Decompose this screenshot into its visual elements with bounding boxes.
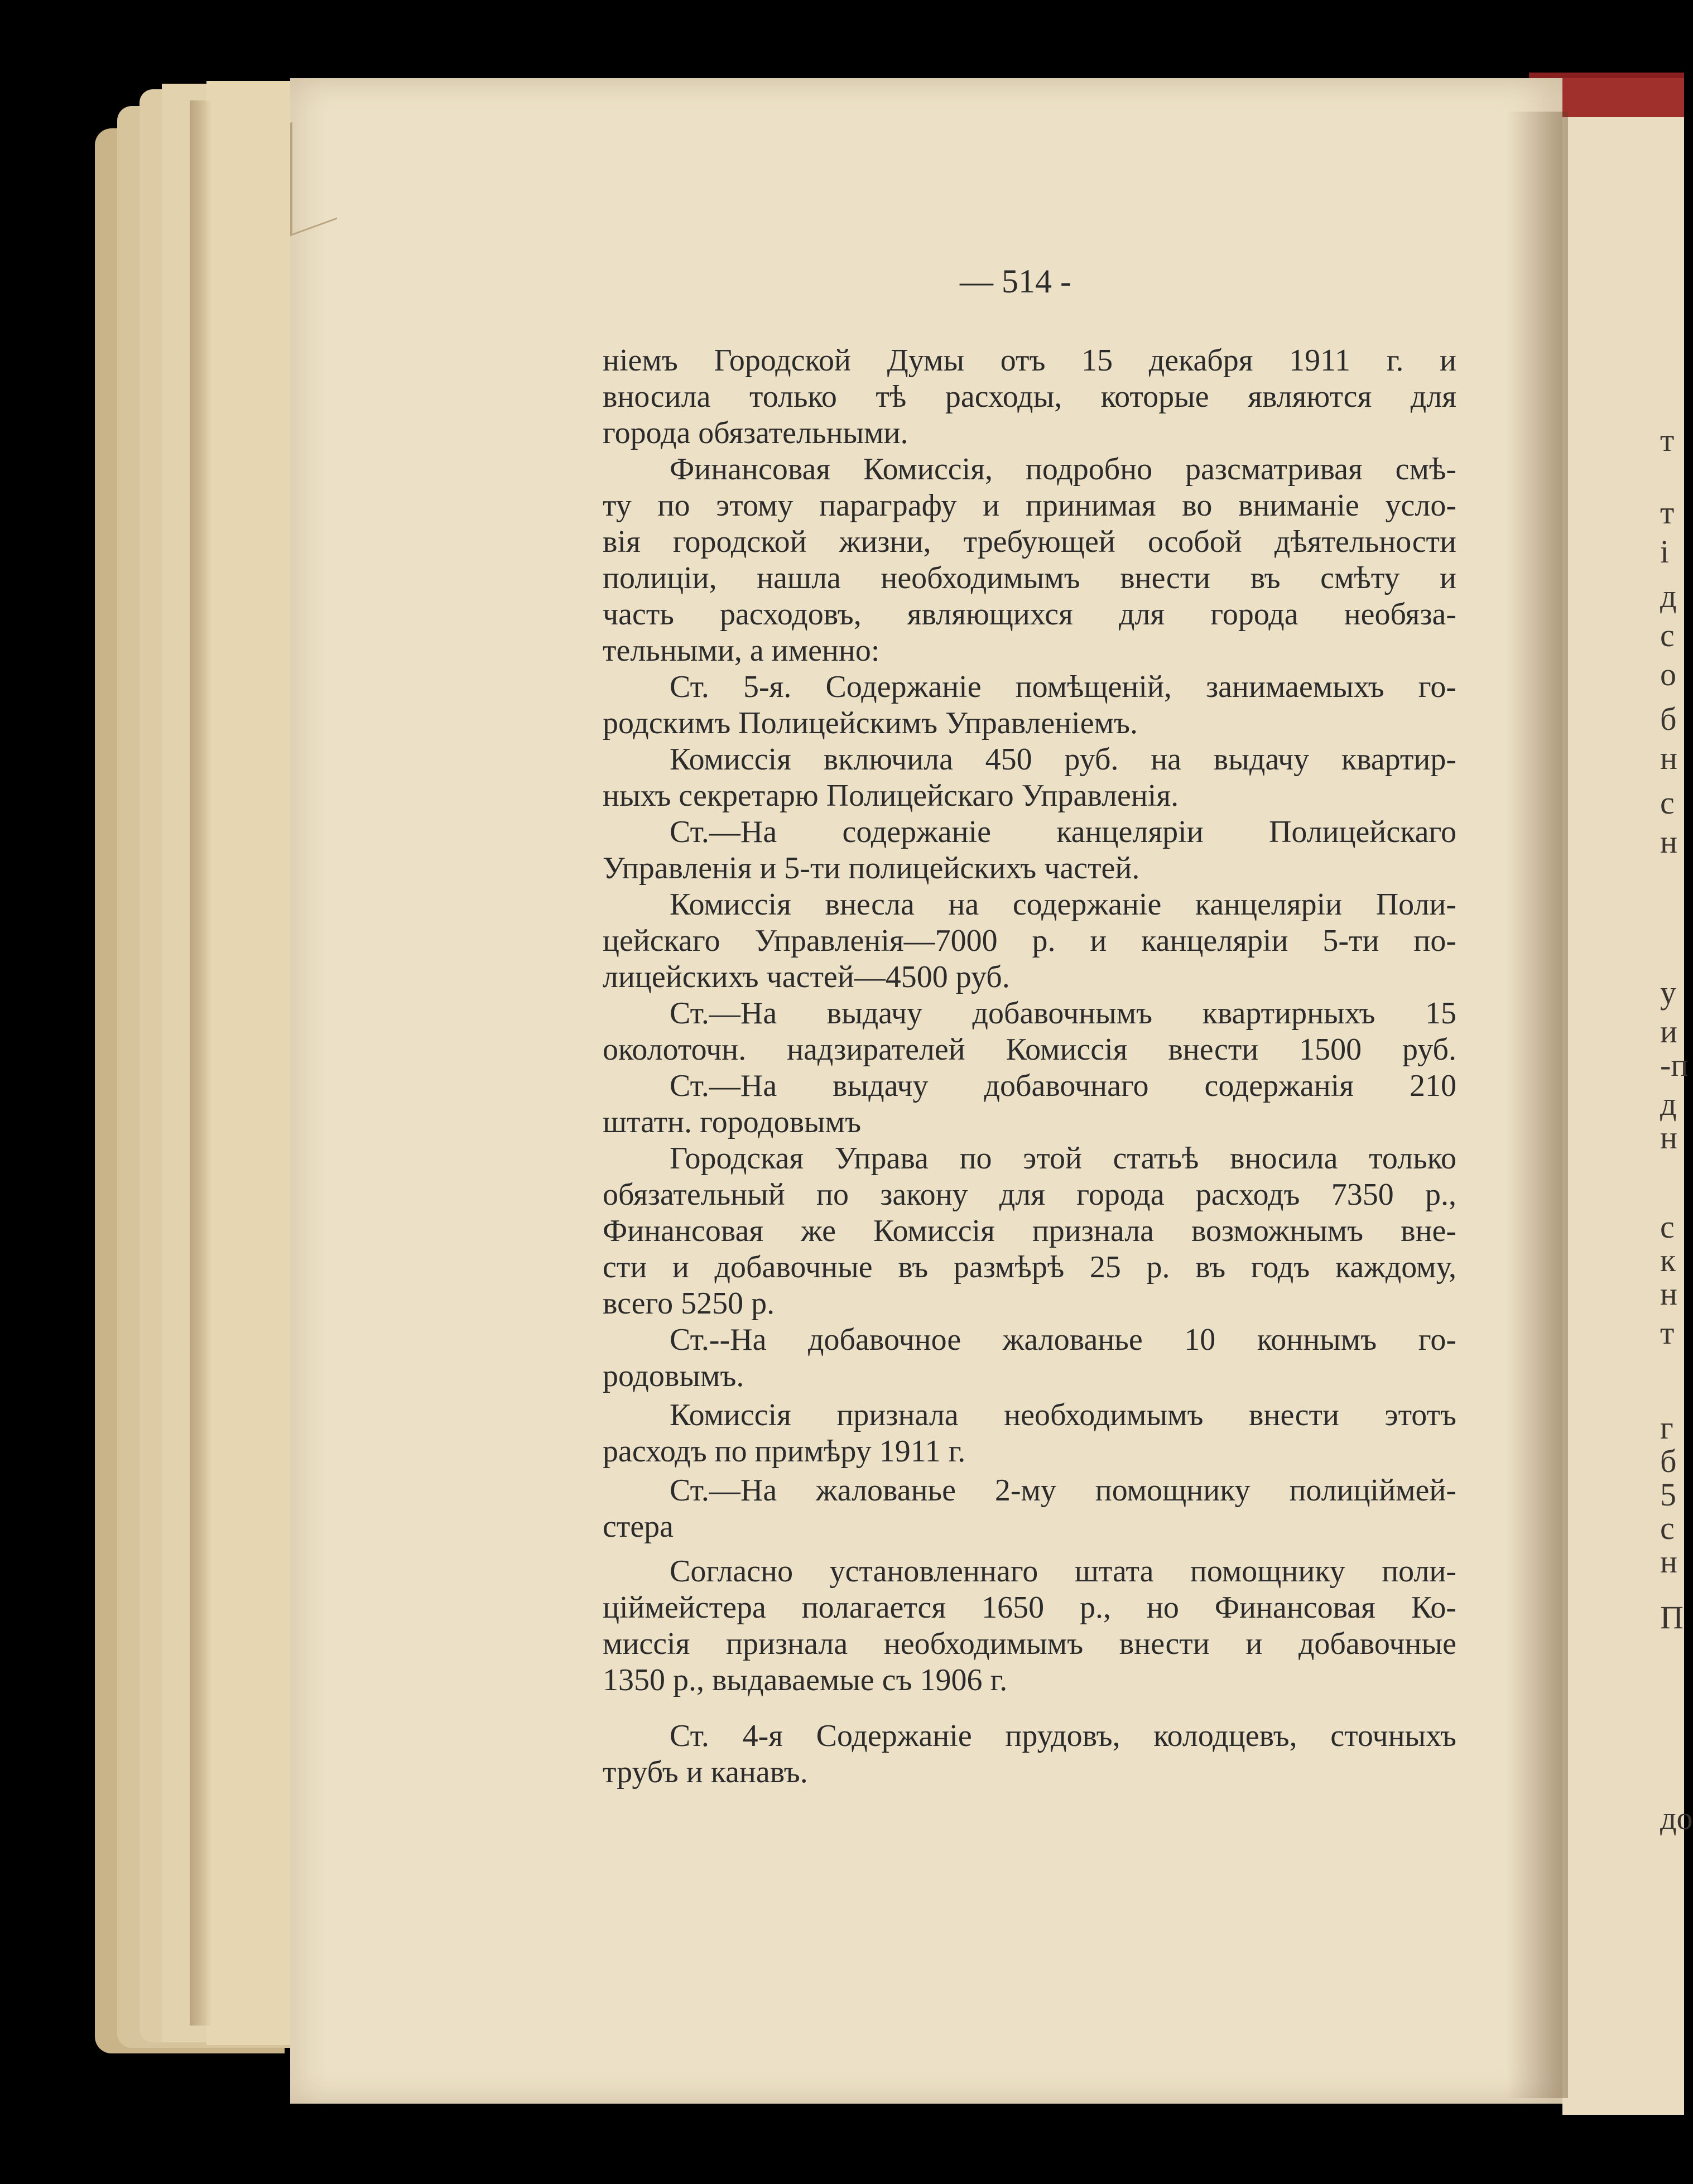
text-line: родскимъ Полицейскимъ Управленіемъ. [603,706,1138,740]
text-line: миссія признала необходимымъ внести и добавочные [603,1627,1456,1661]
text-line: полиціи, нашла необходимымъ внести въ смѣту и [603,561,1456,595]
edge-glyph: г [1660,1410,1673,1446]
text-line: 1350 р., выдаваемые съ 1906 г. [603,1663,1008,1697]
text-line: Финансовая же Комиссія признала возможнымъ вне- [603,1214,1456,1248]
edge-glyph: -п [1660,1047,1689,1083]
edge-glyph: н [1660,824,1678,860]
edge-glyph: к [1660,1242,1676,1278]
text-line: тельными, а именно: [603,633,880,668]
text-line: родовымъ. [603,1359,744,1393]
text-line: ніемъ Городской Думы отъ 15 декабря 1911 г. и [603,343,1456,378]
text-line: Городская Управа по этой статьѣ вносила только [670,1141,1456,1176]
text-line: ціймейстера полагается 1650 р., но Финансовая Ко- [603,1590,1456,1625]
page-gutter-shadow [1507,112,1568,2098]
text-line: обязательный по закону для города расходъ 7350 р., [603,1177,1456,1212]
edge-glyph: т [1660,494,1675,531]
text-line: сти и добавочные въ размѣрѣ 25 р. въ годъ каждому, [603,1250,1456,1285]
edge-glyph: у [1660,974,1676,1011]
text-line: вносила только тѣ расходы, которые являются для [603,379,1456,414]
edge-glyph: н [1660,1276,1678,1312]
text-line: Финансовая Комиссія, подробно разсматривая смѣ- [670,452,1456,487]
text-line: вія городской жизни, требующей особой дѣятельности [603,525,1456,559]
text-line: Ст.—На выдачу добавочнымъ квартирныхъ 15 [670,996,1456,1031]
page-corner-crease [290,106,337,237]
edge-glyph: о [1660,656,1676,692]
text-line: цейскаго Управленія—7000 р. и канцеляріи 5-ти по- [603,923,1456,958]
text-line: штатн. городовымъ [603,1105,862,1139]
text-line: Ст.—На жалованье 2-му помощнику полиціймей- [670,1473,1456,1508]
text-line: Комиссія внесла на содержаніе канцеляріи Поли- [670,887,1456,922]
edge-glyph: с [1660,1209,1675,1245]
text-line: трубъ и канавъ. [603,1755,808,1789]
text-line: города обязательными. [603,416,908,450]
text-line: Комиссія включила 450 руб. на выдачу квартир- [670,742,1456,777]
text-line: ныхъ секретарю Полицейскаго Управленія. [603,778,1179,813]
page-number: — 514 - [960,263,1071,300]
text-line: ту по этому параграфу и принимая во вниманіе усло- [603,488,1456,523]
edge-glyph: н [1660,1119,1678,1156]
text-line: Согласно установленнаго штата помощнику поли- [670,1554,1456,1589]
text-line: Ст. 5-я. Содержаніе помѣщеній, занимаемыхъ го- [670,670,1456,704]
edge-glyph: П [1660,1599,1684,1635]
text-line: всего 5250 р. [603,1286,775,1321]
book-page [290,78,1562,2104]
text-line: часть расходовъ, являющихся для города необяза- [603,597,1456,632]
text-line: Ст.—На содержаніе канцеляріи Полицейскаго [670,815,1456,849]
text-line: Управленія и 5-ти полицейскихъ частей. [603,851,1140,886]
edge-glyph: т [1660,422,1675,458]
edge-glyph: д [1660,1086,1677,1122]
edge-glyph: и [1660,1013,1678,1050]
edge-glyph: 5 [1660,1476,1676,1513]
edge-glyph: і [1660,533,1670,570]
text-line: лицейскихъ частей—4500 руб. [603,960,1010,994]
edge-glyph: с [1660,785,1675,821]
edge-glyph: н [1660,1543,1678,1580]
text-line: Комиссія признала необходимымъ внести этотъ [670,1398,1456,1432]
edge-glyph: д [1660,578,1677,614]
page-stack-shadow [190,100,212,2026]
edge-glyph: с [1660,1510,1675,1546]
edge-glyph: т [1660,1315,1675,1351]
edge-glyph: н [1660,740,1678,776]
edge-glyph: с [1660,617,1675,653]
edge-glyph: б [1660,1443,1677,1479]
edge-glyph: б [1660,701,1677,737]
text-line: Ст.--На добавочное жалованье 10 коннымъ го- [670,1322,1456,1357]
text-line: расходъ по примѣру 1911 г. [603,1434,966,1469]
text-line: околоточн. надзирателей Комиссія внести 1500 руб. [603,1032,1456,1067]
text-line: стера [603,1509,674,1544]
edge-glyph: до [1660,1800,1693,1836]
text-line: Ст.—На выдачу добавочнаго содержанія 210 [670,1069,1456,1103]
text-line: Ст. 4-я Содержаніе прудовъ, колодцевъ, сточныхъ [670,1719,1456,1753]
